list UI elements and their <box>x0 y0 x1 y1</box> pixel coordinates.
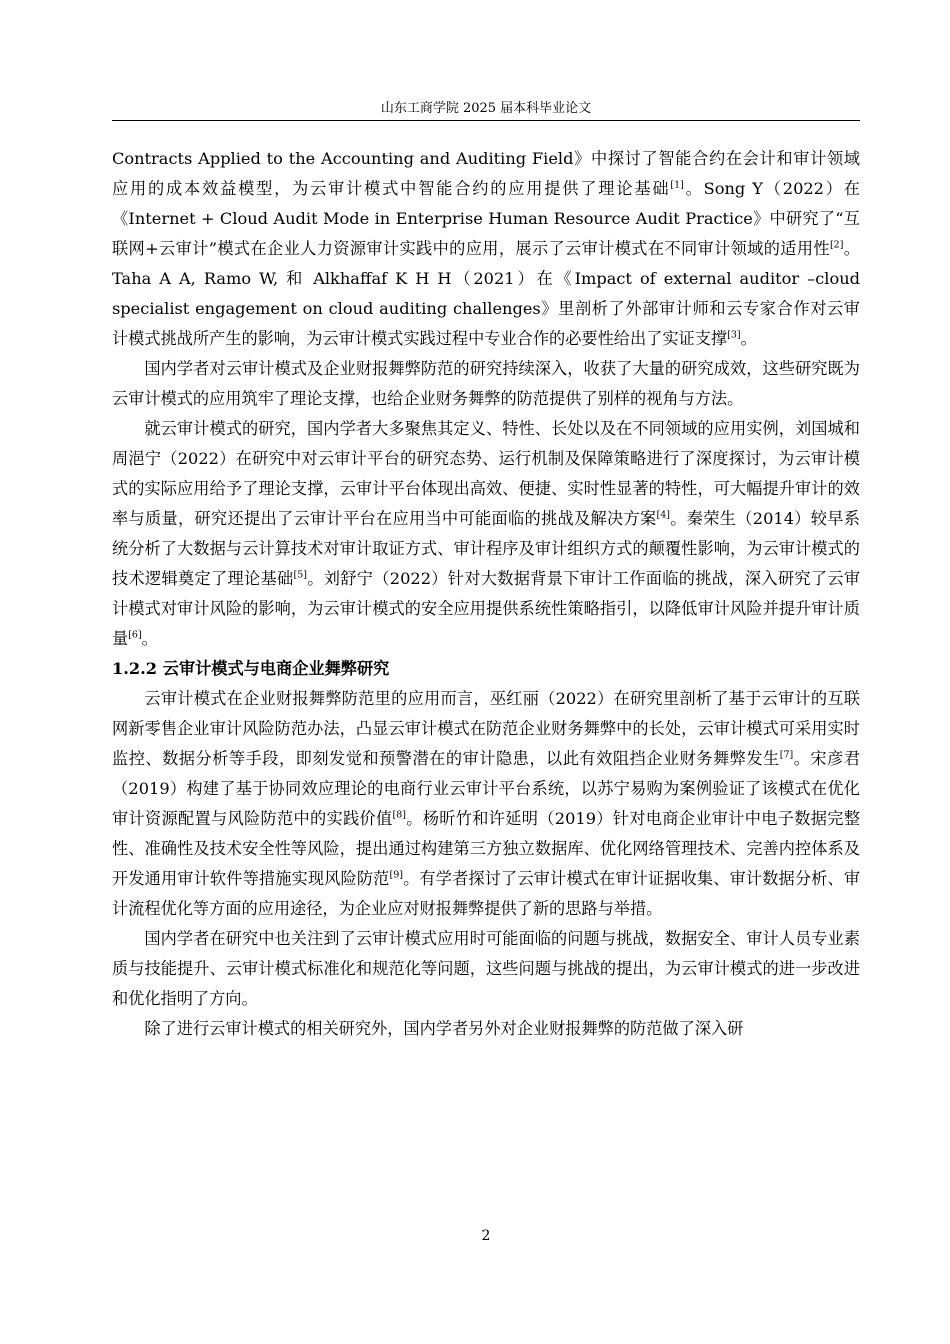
citation-ref: [7] <box>779 749 794 761</box>
text-run: 。秦荣生（2014）较早系统分析了大数据与云计算技术对审计取证方式、审计程序及审计组织方式的颠覆性影响，为云审计模式的技术逻辑奠定了理论基础 <box>112 509 860 588</box>
paragraph <box>112 924 860 1014</box>
text-run: 。宋彦君（2019）构建了基于协同效应理论的电商行业云审计平台系统，以苏宁易购为案例验证了该模式在优化审计资源配置与风险防范中的实践价值 <box>112 749 861 828</box>
text-run: 国内学者在研究中也关注到了云审计模式应用时可能面临的问题与挑战，数据安全、审计人员专业素质与技能提升、云审计模式标准化和规范化等问题，这些问题与挑战的提出，为云审计模式的进一步改进和优化指明了方向。 <box>112 929 860 1008</box>
section-heading <box>112 654 860 684</box>
text-run: 就云审计模式的研究，国内学者大多聚焦其定义、特性、长处以及在不同领域的应用实例，刘国城和周浥宁（2022）在研究中对云审计平台的研究态势、运行机制及保障策略进行了深度探讨，为云审计模式的实际应用给予了理论支撑，云审计平台体现出高效、便捷、实时性显著的特性，可大幅提升审计的效率与质量，研究还提出了云审计平台在应用当中可能面临的挑战及解决方案 <box>112 419 860 528</box>
citation-ref: [9] <box>389 869 403 881</box>
running-header: 山东工商学院 2025 届本科毕业论文 <box>380 101 592 116</box>
citation-ref: [4] <box>656 509 670 521</box>
citation-ref: [6] <box>128 629 142 641</box>
citation-ref: [2] <box>829 239 844 251</box>
text-run: 。Taha A A, Ramo W, 和 Alkhaffaf K H H（2021）在《Impact of external auditor –cloud specialist engagement on cloud auditing challenges》里剖析了外部审计师和云专家合作对云审计模式挑战所产生的影响，为云审计模式实践过程中专业合作的必要性给出了实证支撑 <box>112 239 860 348</box>
text-run: 。有学者探讨了云审计模式在审计证据收集、审计数据分析、审计流程优化等方面的应用途径，为企业应对财报舞弊提供了新的思路与举措。 <box>112 869 861 918</box>
text-run: 。 <box>740 329 757 348</box>
text-run: 云审计模式在企业财报舞弊防范里的应用而言，巫红丽（2022）在研究里剖析了基于云审计的互联网新零售企业审计风险防范办法，凸显云审计模式在防范企业财务舞弊中的长处，云审计模式可采用实时监控、数据分析等手段，即刻发觉和预警潜在的审计隐患，以此有效阻挡企业财务舞弊发生 <box>112 689 860 768</box>
page-number: 2 <box>481 1228 491 1244</box>
text-run: 。刘舒宁（2022）针对大数据背景下审计工作面临的挑战，深入研究了云审计模式对审计风险的影响，为云审计模式的安全应用提供系统性策略指引，以降低审计风险并提升审计质量 <box>112 569 861 648</box>
body-text <box>112 144 860 1044</box>
paragraph <box>112 144 860 354</box>
text-run: 国内学者对云审计模式及企业财报舞弊防范的研究持续深入，收获了大量的研究成效，这些研究既为云审计模式的应用筑牢了理论支撑，也给企业财务舞弊的防范提供了别样的视角与方法。 <box>112 359 860 408</box>
paragraph <box>112 684 860 924</box>
citation-ref: [5] <box>293 569 307 581</box>
paragraph <box>112 1014 860 1044</box>
text-run: 。 <box>141 629 158 648</box>
text-run: 。杨昕竹和许延明（2019）针对电商企业审计中电子数据完整性、准确性及技术安全性等风险，提出通过构建第三方独立数据库、优化网络管理技术、完善内控体系及开发通用审计软件等措施实现风险防范 <box>112 809 861 888</box>
citation-ref: [8] <box>392 809 406 821</box>
text-run: Contracts Applied to the Accounting and Auditing Field》中探讨了智能合约在会计和审计领域应用的成本效益模型，为云审计模式中智能合约的应用提供了理论基础 <box>112 149 860 198</box>
paragraph <box>112 414 860 654</box>
text-run: 除了进行云审计模式的相关研究外，国内学者另外对企业财报舞弊的防范做了深入研 <box>144 1019 744 1038</box>
citation-ref: [3] <box>727 329 741 341</box>
citation-ref: [1] <box>670 179 684 191</box>
text-run: 1.2.2 云审计模式与电商企业舞弊研究 <box>112 659 390 678</box>
paragraph <box>112 354 860 414</box>
header-rule <box>112 120 860 121</box>
text-run: 。Song Y（2022）在《Internet + Cloud Audit Mode in Enterprise Human Resource Audit Practice》中研究了“互联网+云审计”模式在企业人力资源审计实践中的应用，展示了云审计模式在不同审计领域的适用性 <box>112 179 860 258</box>
